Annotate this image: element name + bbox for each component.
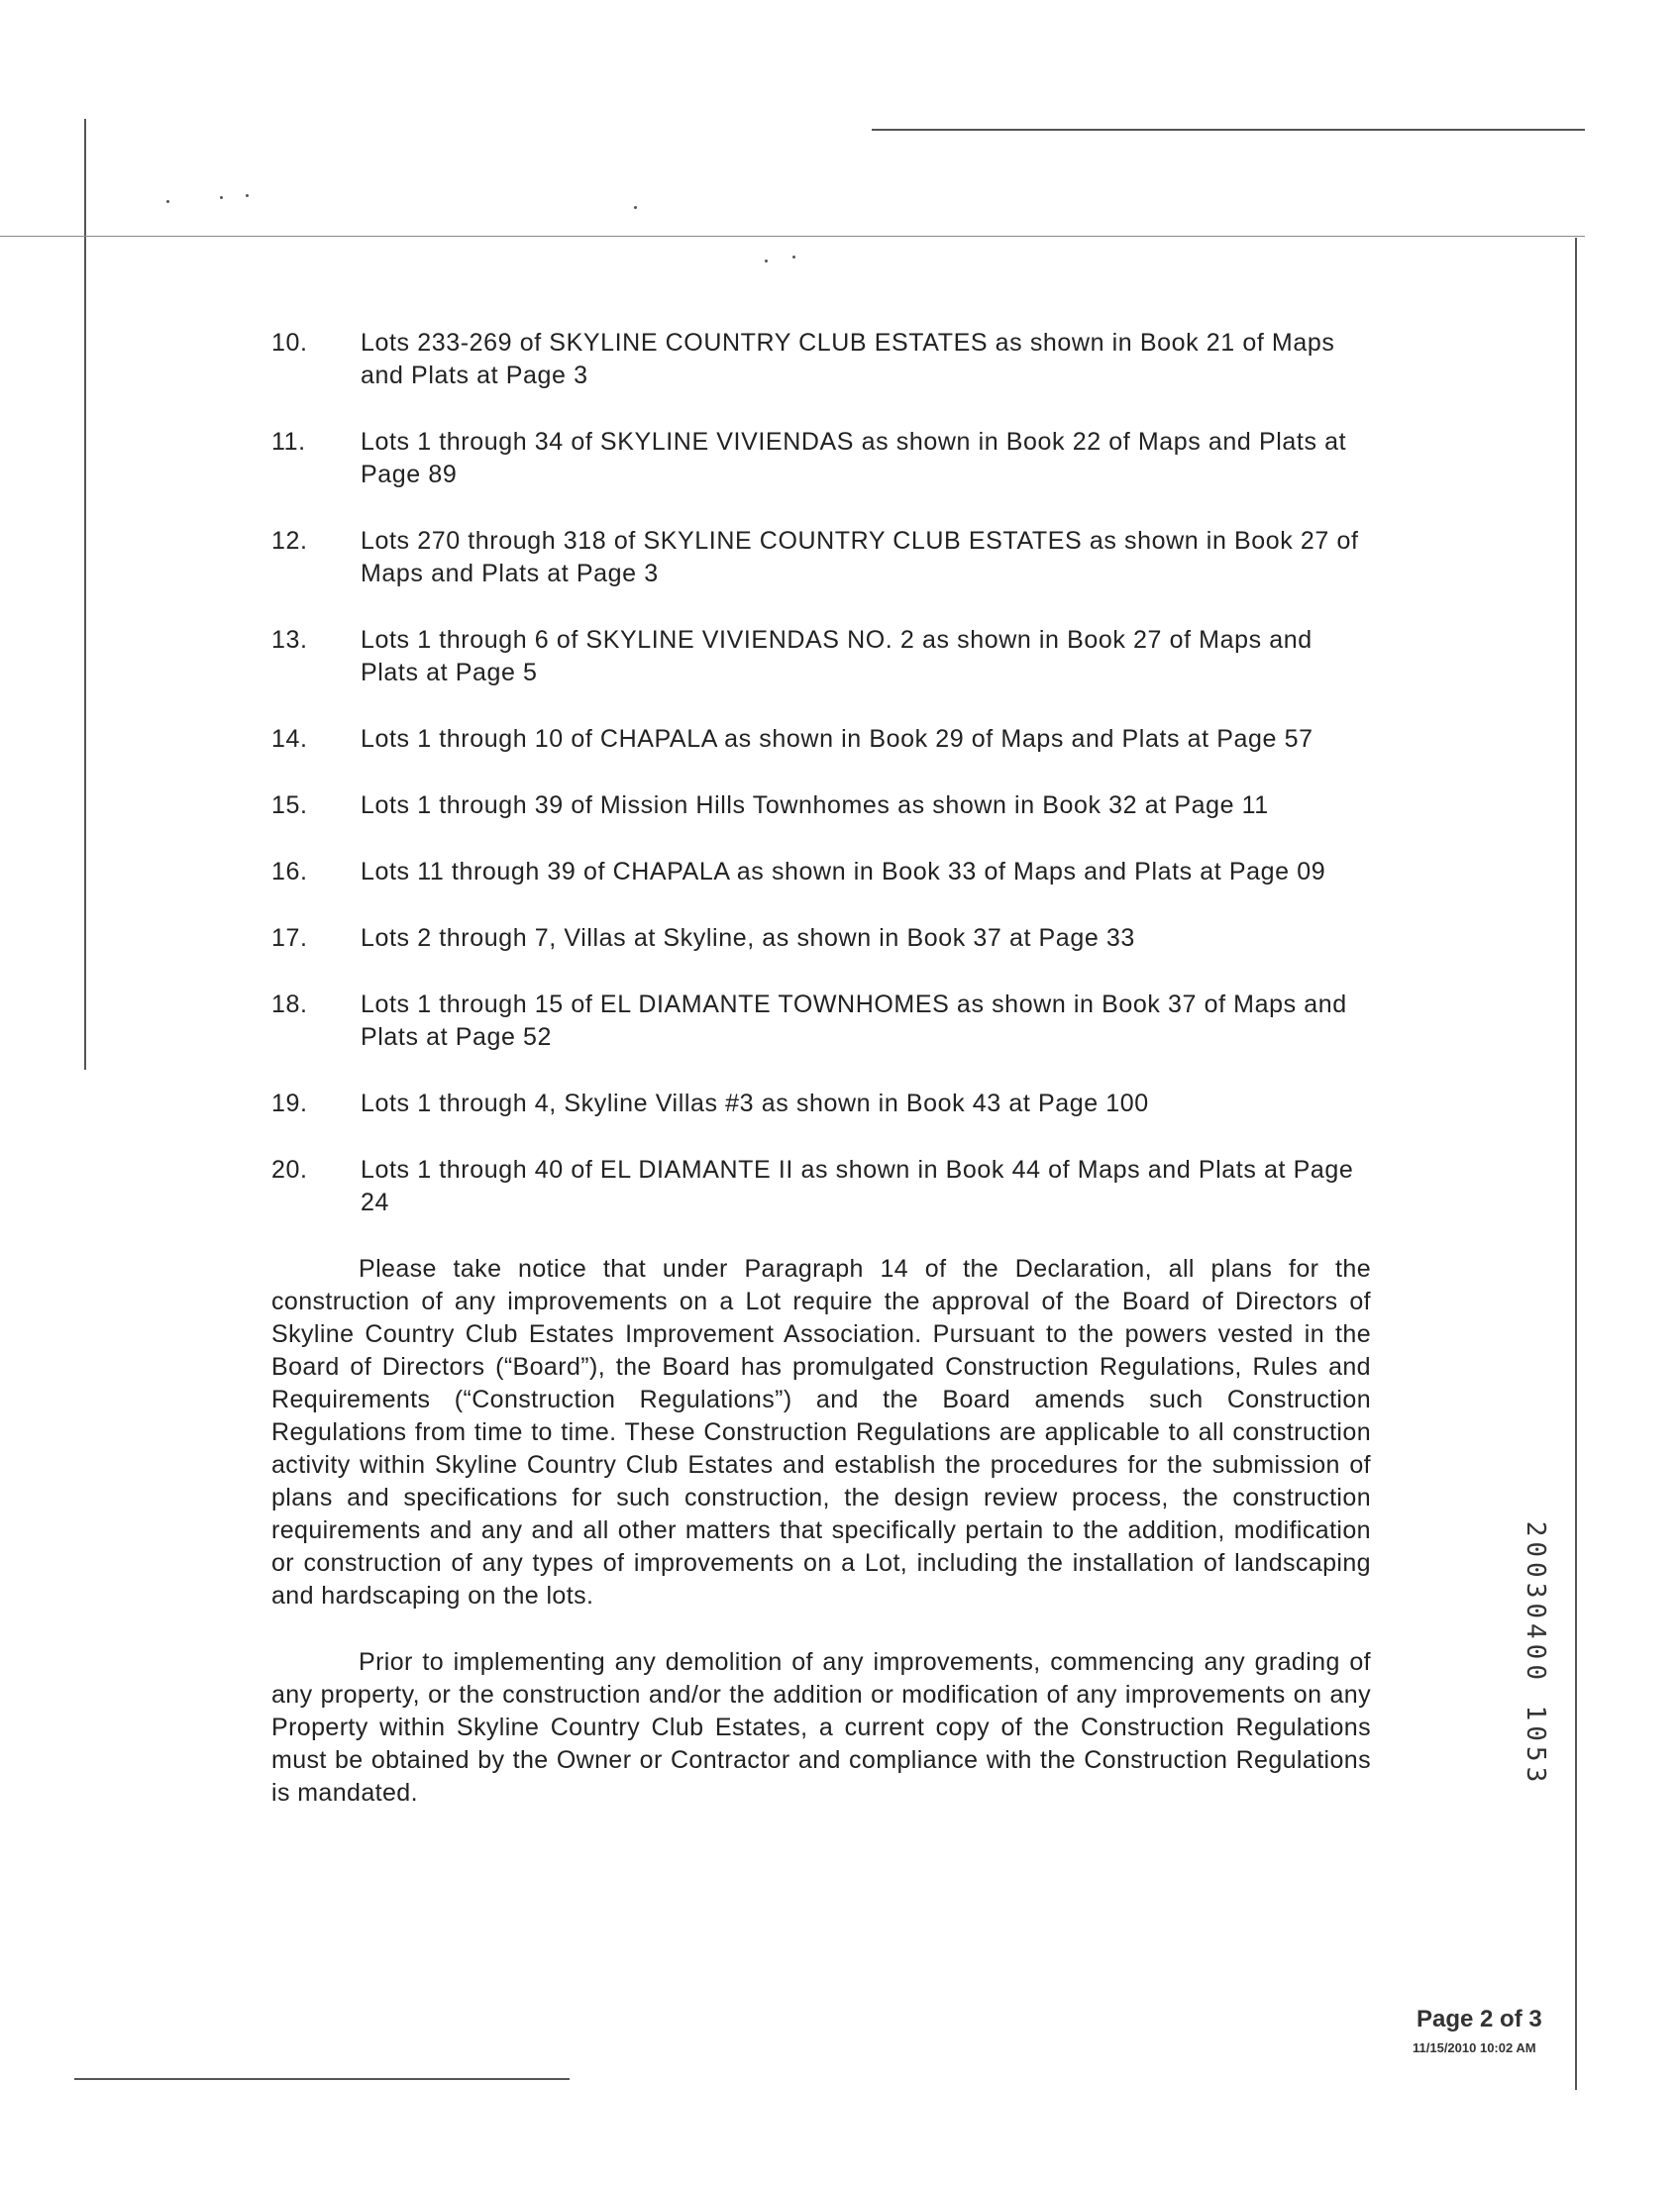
list-item	[271, 922, 1371, 955]
item-number: 19.	[271, 1090, 308, 1117]
compliance-paragraph: Prior to implementing any demolition of any improvements, commencing any grading of any property, or the construction and/or the addition or modification of any improvements on any Property within Skyline Country Club Estates, a current copy of the Construction Regulations must be obtained by the Owner or Contractor and compliance with the Construction Regulations is mandated.	[271, 1648, 1371, 1807]
list-item	[271, 525, 1371, 590]
recording-stamp	[1506, 1520, 1565, 1788]
notice-paragraph: Please take notice that under Paragraph 14 of the Declaration, all plans for the construction of any improvements on a Lot require the approval of the Board of Directors of Skyline Country Club Estates Improvement Association. Pursuant to the powers vested in the Board of Directors (“Board”), the Board has promulgated Construction Regulations, Rules and Requirements (“Construction Regulations”) and the Board amends such Construction Regulations from time to time. These Construction Regulations are applicable to all construction activity within Skyline Country Club Estates and establish the procedures for the submission of plans and specifications for such construction, the design review process, the construction requirements and any and all other matters that specifically pertain to the addition, modification or construction of any types of improvements on a Lot, including the installation of landscaping and hardscaping on the lots.	[271, 1255, 1371, 1610]
scan-speck	[634, 206, 637, 209]
list-item	[271, 1088, 1371, 1120]
scan-speck	[246, 194, 249, 197]
item-number: 12.	[271, 527, 308, 555]
list-item	[271, 723, 1371, 756]
item-number: 20.	[271, 1156, 308, 1184]
item-number: 14.	[271, 725, 308, 753]
scan-top-rule	[0, 236, 1585, 237]
item-number: 17.	[271, 924, 308, 952]
recording-number: 20030400 1053	[1521, 1520, 1550, 1788]
item-text: Lots 270 through 318 of SKYLINE COUNTRY CLUB ESTATES as shown in Book 27 of Maps and Plats at Page 3	[361, 527, 1359, 587]
list-item	[271, 789, 1371, 822]
scan-speck	[166, 200, 169, 203]
scan-top-right-rule	[872, 129, 1585, 131]
list-item	[271, 426, 1371, 491]
document-body	[271, 327, 1371, 1843]
scan-left-border	[84, 119, 86, 1070]
print-timestamp: 11/15/2010 10:02 AM	[1413, 2040, 1536, 2055]
scan-speck	[220, 196, 223, 199]
item-number: 11.	[271, 428, 306, 456]
item-text: Lots 1 through 39 of Mission Hills Townhomes as shown in Book 32 at Page 11	[361, 791, 1269, 819]
item-number: 10.	[271, 329, 308, 357]
list-item	[271, 856, 1371, 888]
item-text: Lots 233-269 of SKYLINE COUNTRY CLUB ESTATES as shown in Book 21 of Maps and Plats at Page 3	[361, 329, 1335, 389]
item-text: Lots 1 through 15 of EL DIAMANTE TOWNHOMES as shown in Book 37 of Maps and Plats at Page 52	[361, 990, 1347, 1051]
item-text: Lots 1 through 40 of EL DIAMANTE II as shown in Book 44 of Maps and Plats at Page 24	[361, 1156, 1354, 1216]
list-item	[271, 1154, 1371, 1219]
item-text: Lots 2 through 7, Villas at Skyline, as shown in Book 37 at Page 33	[361, 924, 1135, 952]
scan-speck	[792, 256, 795, 259]
item-text: Lots 1 through 6 of SKYLINE VIVIENDAS NO. 2 as shown in Book 27 of Maps and Plats at Page 5	[361, 626, 1312, 686]
list-item	[271, 989, 1371, 1054]
scan-right-border	[1575, 238, 1577, 2090]
item-number: 16.	[271, 858, 308, 885]
item-text: Lots 1 through 34 of SKYLINE VIVIENDAS as shown in Book 22 of Maps and Plats at Page 89	[361, 428, 1347, 488]
scan-bottom-rule	[74, 2078, 570, 2080]
page-number: Page 2 of 3	[1417, 2006, 1542, 2032]
list-item	[271, 624, 1371, 689]
list-item	[271, 327, 1371, 392]
item-number: 15.	[271, 791, 308, 819]
scan-speck	[765, 260, 768, 262]
item-number: 18.	[271, 990, 308, 1018]
lot-list	[271, 327, 1371, 1219]
item-text: Lots 1 through 4, Skyline Villas #3 as shown in Book 43 at Page 100	[361, 1090, 1149, 1117]
item-text: Lots 1 through 10 of CHAPALA as shown in Book 29 of Maps and Plats at Page 57	[361, 725, 1313, 753]
item-number: 13.	[271, 626, 308, 654]
item-text: Lots 11 through 39 of CHAPALA as shown in Book 33 of Maps and Plats at Page 09	[361, 858, 1326, 885]
